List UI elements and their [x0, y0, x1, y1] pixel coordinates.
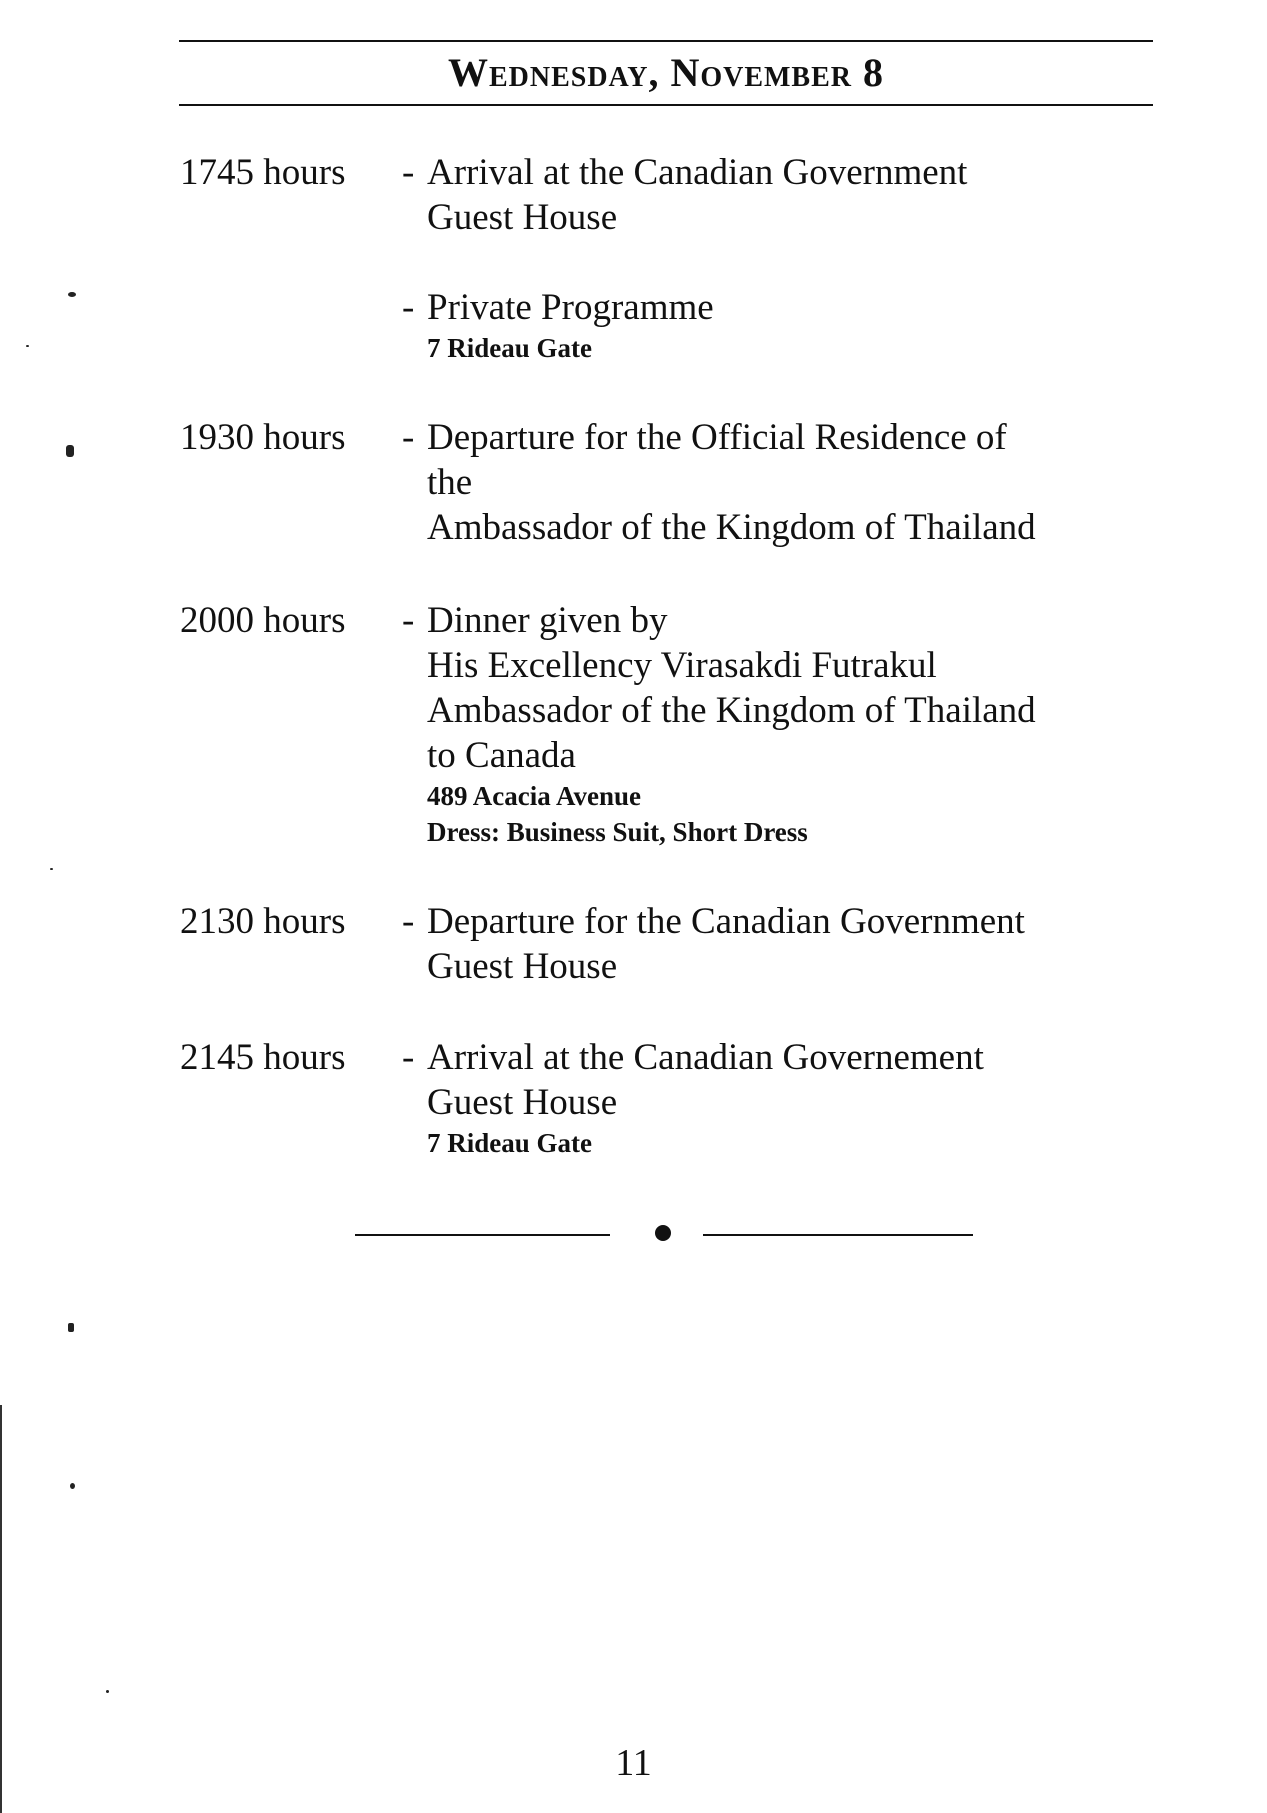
- scan-speck: [50, 868, 53, 870]
- scan-speck: [106, 1690, 109, 1693]
- scan-speck: [68, 292, 76, 297]
- event-line: Ambassador of the Kingdom of Thailand: [427, 690, 1036, 731]
- event-dash: -: [402, 417, 415, 458]
- event-description: [427, 598, 1167, 850]
- event-line: Departure for the Official Residence of: [427, 417, 1007, 458]
- event-line: Ambassador of the Kingdom of Thailand: [427, 507, 1036, 548]
- event-description: [427, 285, 1167, 366]
- event-description: [427, 899, 1167, 989]
- event-location: 7 Rideau Gate: [427, 1128, 592, 1158]
- event-line: to Canada: [427, 735, 576, 776]
- event-location: 7 Rideau Gate: [427, 333, 592, 363]
- scan-speck: [70, 1483, 75, 1489]
- scan-margin-line: [0, 1405, 2, 1813]
- event-dash: -: [402, 152, 415, 193]
- bullet-dot-icon: [655, 1225, 671, 1241]
- scan-speck: [26, 345, 29, 347]
- event-dash: -: [402, 287, 415, 328]
- title-month-rest: ovember: [700, 50, 853, 95]
- event-line: Arrival at the Canadian Government: [427, 152, 968, 193]
- event-description: [427, 150, 1167, 240]
- scan-speck: [68, 1323, 74, 1332]
- event-line: Departure for the Canadian Government: [427, 901, 1025, 942]
- title-day-initial: W: [447, 50, 489, 95]
- event-time: 1930 hours: [180, 417, 346, 458]
- event-dash: -: [402, 901, 415, 942]
- event-line: His Excellency Virasakdi Futrakul: [427, 645, 937, 686]
- event-line: Arrival at the Canadian Governement: [427, 1037, 984, 1078]
- title-day-rest: ednesday: [488, 50, 649, 95]
- event-time: 1745 hours: [180, 152, 346, 193]
- divider-line-left: [355, 1234, 610, 1236]
- event-line: Guest House: [427, 197, 618, 238]
- section-divider: [0, 1223, 1267, 1247]
- event-dress-code: Dress: Business Suit, Short Dress: [427, 817, 808, 847]
- title-separator: ,: [648, 50, 671, 95]
- title-date: 8: [852, 50, 885, 95]
- divider-line-right: [703, 1234, 973, 1236]
- event-time: 2130 hours: [180, 901, 346, 942]
- scan-speck: [66, 445, 74, 457]
- event-description: [427, 1035, 1167, 1161]
- title-month-initial: N: [670, 50, 701, 95]
- event-description: [427, 415, 1167, 550]
- event-line: Guest House: [427, 1082, 618, 1123]
- event-line: Dinner given by: [427, 600, 668, 641]
- event-time: 2145 hours: [180, 1037, 346, 1078]
- event-time: 2000 hours: [180, 600, 346, 641]
- event-dash: -: [402, 1037, 415, 1078]
- event-line: Guest House: [427, 946, 618, 987]
- event-dash: -: [402, 600, 415, 641]
- event-line: Private Programme: [427, 287, 714, 328]
- page-number: 11: [615, 1742, 652, 1784]
- event-line: the: [427, 462, 473, 503]
- event-location: 489 Acacia Avenue: [427, 781, 641, 811]
